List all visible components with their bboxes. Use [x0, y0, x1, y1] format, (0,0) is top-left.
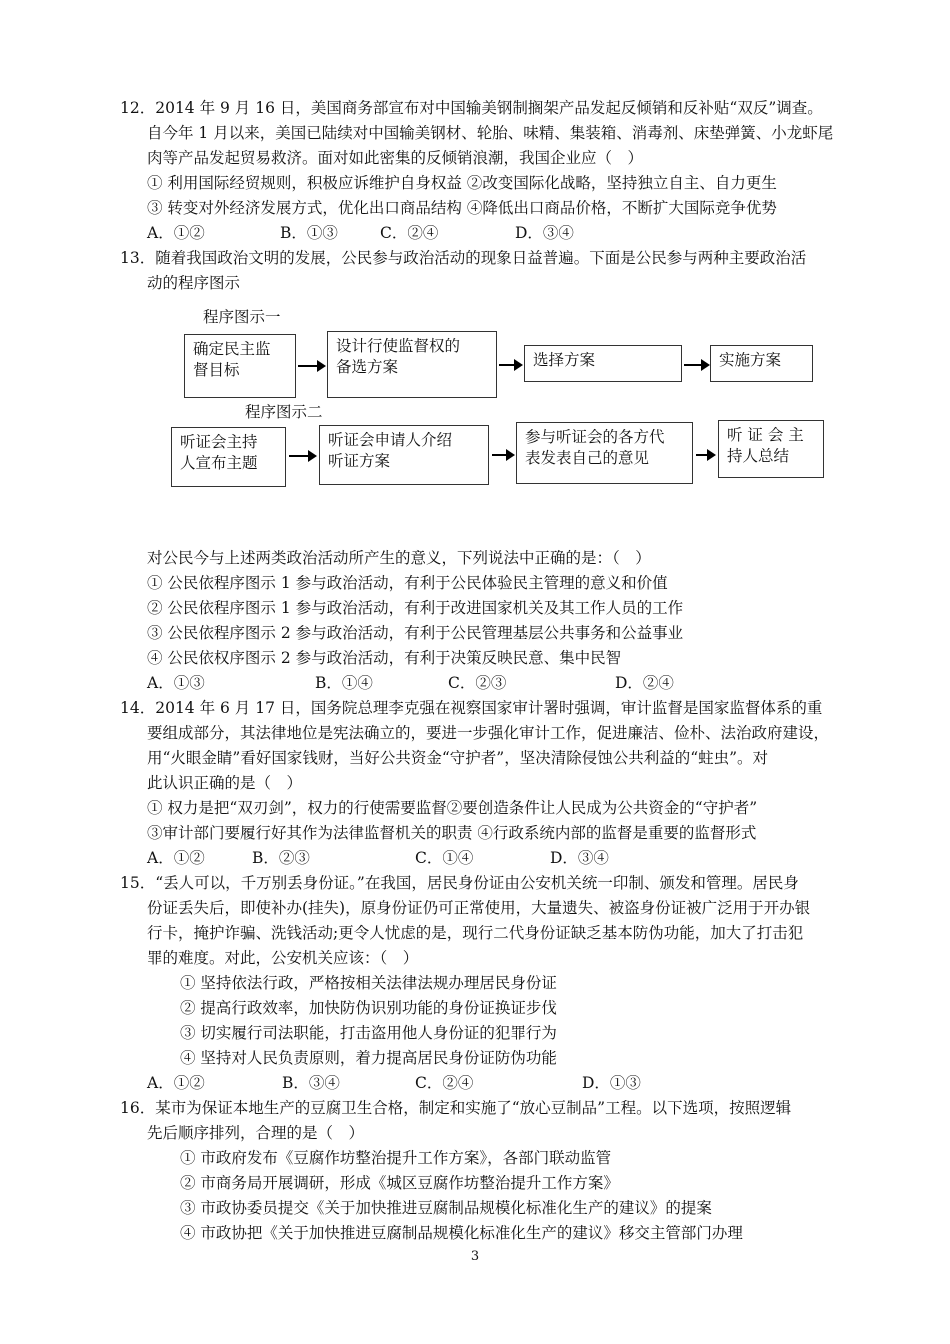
diagram-2-arrow-1 [289, 455, 311, 457]
q14-option-1: ① 权力是把“双刃剑”，权力的行使需要监督②要创造条件让人民成为公共资金的“守护者” [147, 799, 758, 817]
q12-line-2: 自今年 1 月以来，美国已陆续对中国输美钢材、轮胎、味精、集装箱、消毒剂、床垫弹簧、小龙虾尾 [147, 124, 834, 142]
q13-line-2: 动的程序图示 [147, 274, 241, 292]
q14-line-1: 14．2014 年 6 月 17 日，国务院总理李克强在视察国家审计署时强调，审计监督是国家监督体系的重 [120, 699, 823, 717]
q16-line-2: 先后顺序排列，合理的是（ ） [147, 1124, 365, 1142]
q12-option-2: ③ 转变对外经济发展方式，优化出口商品结构 ④降低出口商品价格，不断扩大国际竞争优势 [147, 199, 777, 217]
q14-answer-a: A．①② [147, 849, 205, 867]
q14-answer-d: D．③④ [550, 849, 609, 867]
diagram-1-step-2-line-2: 备选方案 [336, 358, 399, 376]
diagram-2-step-1-line-1: 听证会主持 [180, 433, 258, 451]
q13-option-1: ① 公民依程序图示 1 参与政治活动，有利于公民体验民主管理的意义和价值 [147, 574, 668, 592]
q15-option-2: ② 提高行政效率，加快防伪识别功能的身份证换证步伐 [180, 999, 557, 1017]
q12-answer-b: B．①③ [280, 224, 338, 242]
q14-option-2: ③审计部门要履行好其作为法律监督机关的职责 ④行政系统内部的监督是重要的监督形式 [147, 824, 757, 842]
q13-stem: 对公民今与上述两类政治活动所产生的意义，下列说法中正确的是：（ ） [147, 549, 651, 567]
q15-line-3: 行卡，掩护诈骗、洗钱活动;更令人忧虑的是，现行二代身份证缺乏基本防伪功能，加大了打击犯 [147, 924, 804, 942]
diagram-2-step-3-line-2: 表发表自己的意见 [525, 449, 650, 467]
q15-option-3: ③ 切实履行司法职能，打击盗用他人身份证的犯罪行为 [180, 1024, 557, 1042]
q14-line-2: 要组成部分，其法律地位是宪法确立的，要进一步强化审计工作，促进廉洁、俭朴、法治政府建设， [147, 724, 830, 742]
q16-option-3: ③ 市政协委员提交《关于加快推进豆腐制品规模化标准化生产的建议》的提案 [180, 1199, 712, 1217]
q13-answer-d: D．②④ [615, 674, 674, 692]
diagram-1-arrow-1 [298, 365, 320, 367]
diagram-2-step-4-line-1: 听 证 会 主 [727, 426, 804, 444]
diagram-2-arrow-2 [492, 454, 509, 456]
q14-answer-c: C．①④ [415, 849, 474, 867]
q15-answer-c: C．②④ [415, 1074, 474, 1092]
diagram-1-step-4 [710, 345, 813, 382]
diagram-1-step-4-label: 实施方案 [719, 351, 782, 369]
diagram-1-step-1-line-2: 督目标 [193, 361, 240, 379]
q12-answer-c: C．②④ [380, 224, 439, 242]
diagram-1-step-1-line-1: 确定民主监 [193, 340, 271, 358]
q13-answer-b: B．①④ [315, 674, 373, 692]
q14-line-3: 用“火眼金睛”看好国家钱财，当好公共资金“守护者”，坚决清除侵蚀公共利益的“蛀虫”。对 [147, 749, 769, 767]
q15-answer-a: A．①② [147, 1074, 205, 1092]
diagram-2-step-4 [718, 420, 824, 478]
q15-line-1: 15．“丢人可以，千万别丢身份证。”在我国，居民身份证由公安机关统一印制、颁发和管理。居民身 [120, 874, 799, 892]
q12-line-3: 肉等产品发起贸易救济。面对如此密集的反倾销浪潮，我国企业应（ ） [147, 149, 644, 167]
q12-option-1: ① 利用国际经贸规则，积极应诉维护自身权益 ②改变国际化战略，坚持独立自主、自力更生 [147, 174, 777, 192]
diagram-2-title: 程序图示二 [245, 403, 323, 421]
diagram-1-step-2 [327, 331, 497, 398]
diagram-2-step-1 [171, 427, 286, 487]
q13-answer-a: A．①③ [147, 674, 205, 692]
diagram-1-step-1 [184, 334, 296, 398]
q13-option-2: ② 公民依程序图示 1 参与政治活动，有利于改进国家机关及其工作人员的工作 [147, 599, 684, 617]
q15-option-4: ④ 坚持对人民负责原则，着力提高居民身份证防伪功能 [180, 1049, 557, 1067]
diagram-2-step-3-line-1: 参与听证会的各方代 [525, 428, 665, 446]
q13-answer-c: C．②③ [448, 674, 507, 692]
q12-answer-a: A．①② [147, 224, 205, 242]
diagram-2-step-1-line-2: 人宣布主题 [180, 454, 258, 472]
diagram-1-arrow-3 [684, 364, 704, 366]
diagram-1-step-2-line-1: 设计行使监督权的 [336, 337, 461, 355]
q15-line-2: 份证丢失后，即使补办(挂失)，原身份证仍可正常使用，大量遗失、被盗身份证被广泛用于开办银 [147, 899, 811, 917]
q15-answer-b: B．③④ [282, 1074, 340, 1092]
q15-option-1: ① 坚持依法行政，严格按相关法律法规办理居民身份证 [180, 974, 557, 992]
q16-line-1: 16．某市为保证本地生产的豆腐卫生合格，制定和实施了“放心豆制品”工程。以下选项，按照逻辑 [120, 1099, 792, 1117]
diagram-2-step-2-line-1: 听证会申请人介绍 [328, 431, 453, 449]
diagram-1-arrow-2 [499, 364, 517, 366]
diagram-1-step-3-label: 选择方案 [533, 351, 596, 369]
q16-option-2: ② 市商务局开展调研，形成《城区豆腐作坊整治提升工作方案》 [180, 1174, 619, 1192]
q13-option-4: ④ 公民依权序图示 2 参与政治活动，有利于决策反映民意、集中民智 [147, 649, 622, 667]
diagram-2-step-2 [319, 425, 489, 485]
q15-line-4: 罪的难度。对此，公安机关应该：（ ） [147, 949, 419, 967]
q13-option-3: ③ 公民依程序图示 2 参与政治活动，有利于公民管理基层公共事务和公益事业 [147, 624, 684, 642]
q15-answer-d: D．①③ [582, 1074, 641, 1092]
q16-option-1: ① 市政府发布《豆腐作坊整治提升工作方案》，各部门联动监管 [180, 1149, 612, 1167]
diagram-2-step-4-line-2: 持人总结 [727, 447, 790, 465]
diagram-2-step-2-line-2: 听证方案 [328, 452, 391, 470]
q13-line-1: 13．随着我国政治文明的发展，公民参与政治活动的现象日益普遍。下面是公民参与两种主要政治活 [120, 249, 807, 267]
diagram-1-step-3 [524, 345, 682, 382]
diagram-1-title: 程序图示一 [203, 308, 281, 326]
q14-line-4: 此认识正确的是（ ） [147, 774, 303, 792]
page-number: 3 [470, 1249, 480, 1264]
diagram-2-step-3 [516, 422, 693, 484]
q14-answer-b: B．②③ [252, 849, 310, 867]
diagram-2-arrow-3 [696, 454, 710, 456]
q12-answer-d: D．③④ [515, 224, 574, 242]
q12-line-1: 12．2014 年 9 月 16 日，美国商务部宣布对中国输美钢制搁架产品发起反倾销和反补贴“双反”调查。 [120, 99, 823, 117]
q16-option-4: ④ 市政协把《关于加快推进豆腐制品规模化标准化生产的建议》移交主管部门办理 [180, 1224, 743, 1242]
